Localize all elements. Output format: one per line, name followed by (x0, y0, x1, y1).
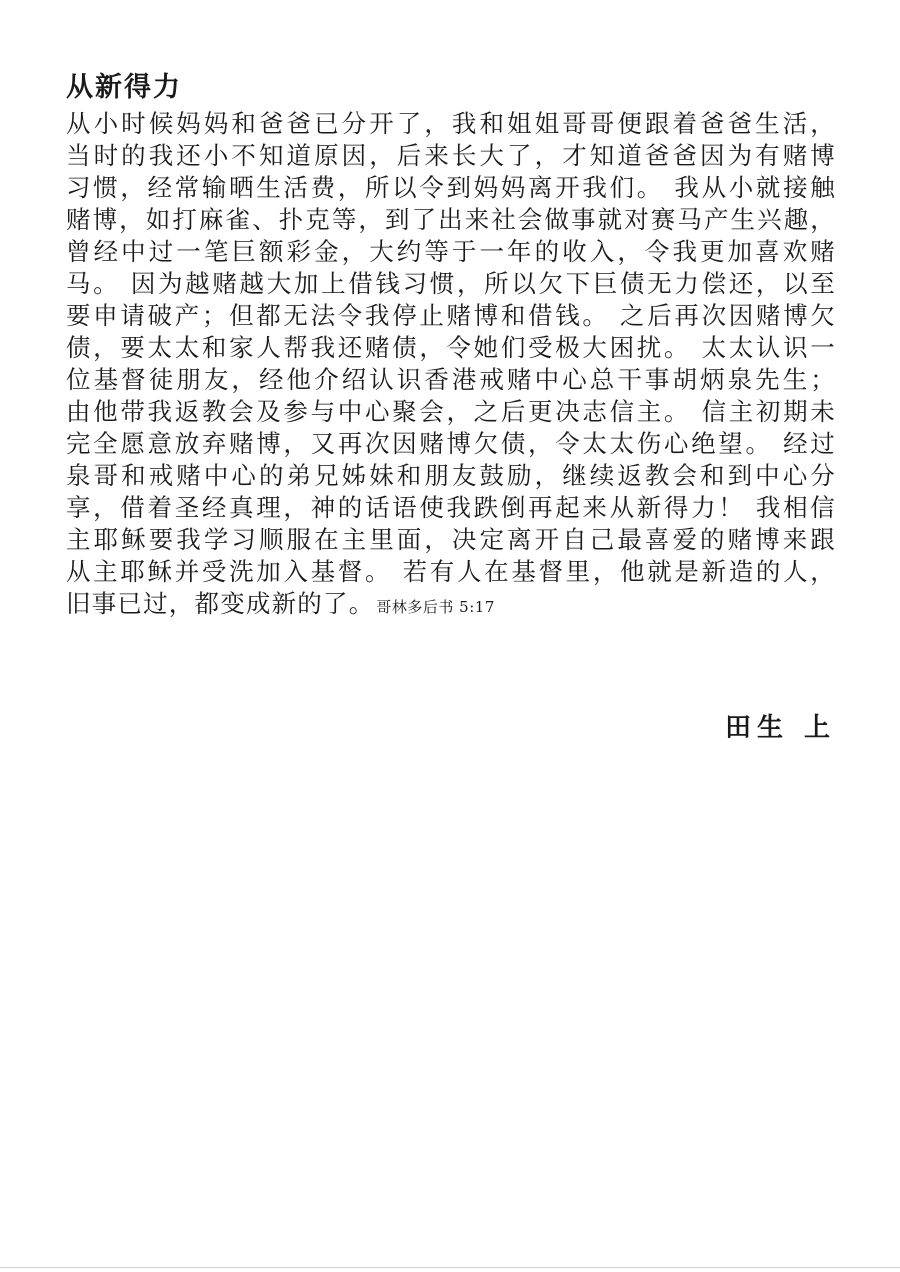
body-line: 从主耶稣并受洗加入基督。 若有人在基督里，他就是新造的人， (66, 557, 836, 586)
body-line: 当时的我还小不知道原因，后来长大了，才知道爸爸因为有赌博 (66, 141, 836, 170)
body-line: 位基督徒朋友，经他介绍认识香港戒赌中心总干事胡炳泉先生； (66, 365, 836, 394)
body-line: 主耶稣要我学习顺服在主里面，决定离开自己最喜爱的赌博来跟 (66, 525, 836, 554)
body-line: 债，要太太和家人帮我还赌债，令她们受极大困扰。 太太认识一 (66, 333, 836, 362)
page-bottom-edge (0, 1267, 900, 1268)
body-line: 享，借着圣经真理，神的话语使我跌倒再起来从新得力！ 我相信 (66, 493, 836, 522)
body-line: 曾经中过一笔巨额彩金，大约等于一年的收入，令我更加喜欢赌 (66, 237, 836, 266)
body-line: 马。 因为越赌越大加上借钱习惯，所以欠下巨债无力偿还，以至 (66, 269, 836, 298)
body-last-line (66, 588, 856, 620)
body-line: 泉哥和戒赌中心的弟兄姊妹和朋友鼓励，继续返教会和到中心分 (66, 461, 836, 490)
body-line: 从小时候妈妈和爸爸已分开了，我和姐姐哥哥便跟着爸爸生活， (66, 109, 836, 138)
body-line: 完全愿意放弃赌博，又再次因赌博欠债，令太太伤心绝望。 经过 (66, 429, 836, 458)
last-line-text: 旧事已过，都变成新的了。 (66, 589, 375, 618)
body-line: 习惯，经常输晒生活费，所以令到妈妈离开我们。 我从小就接触 (66, 173, 836, 202)
scripture-citation: 哥林多后书 5:17 (376, 598, 495, 616)
body-line: 由他带我返教会及参与中心聚会，之后更决志信主。 信主初期未 (66, 397, 836, 426)
signature: 田生 上 (724, 713, 836, 743)
page-title: 从新得力 (66, 72, 182, 103)
testimony-body (66, 108, 856, 620)
body-line: 要申请破产；但都无法令我停止赌博和借钱。 之后再次因赌博欠 (66, 301, 836, 330)
body-line: 赌博，如打麻雀、扑克等，到了出来社会做事就对赛马产生兴趣， (66, 205, 836, 234)
